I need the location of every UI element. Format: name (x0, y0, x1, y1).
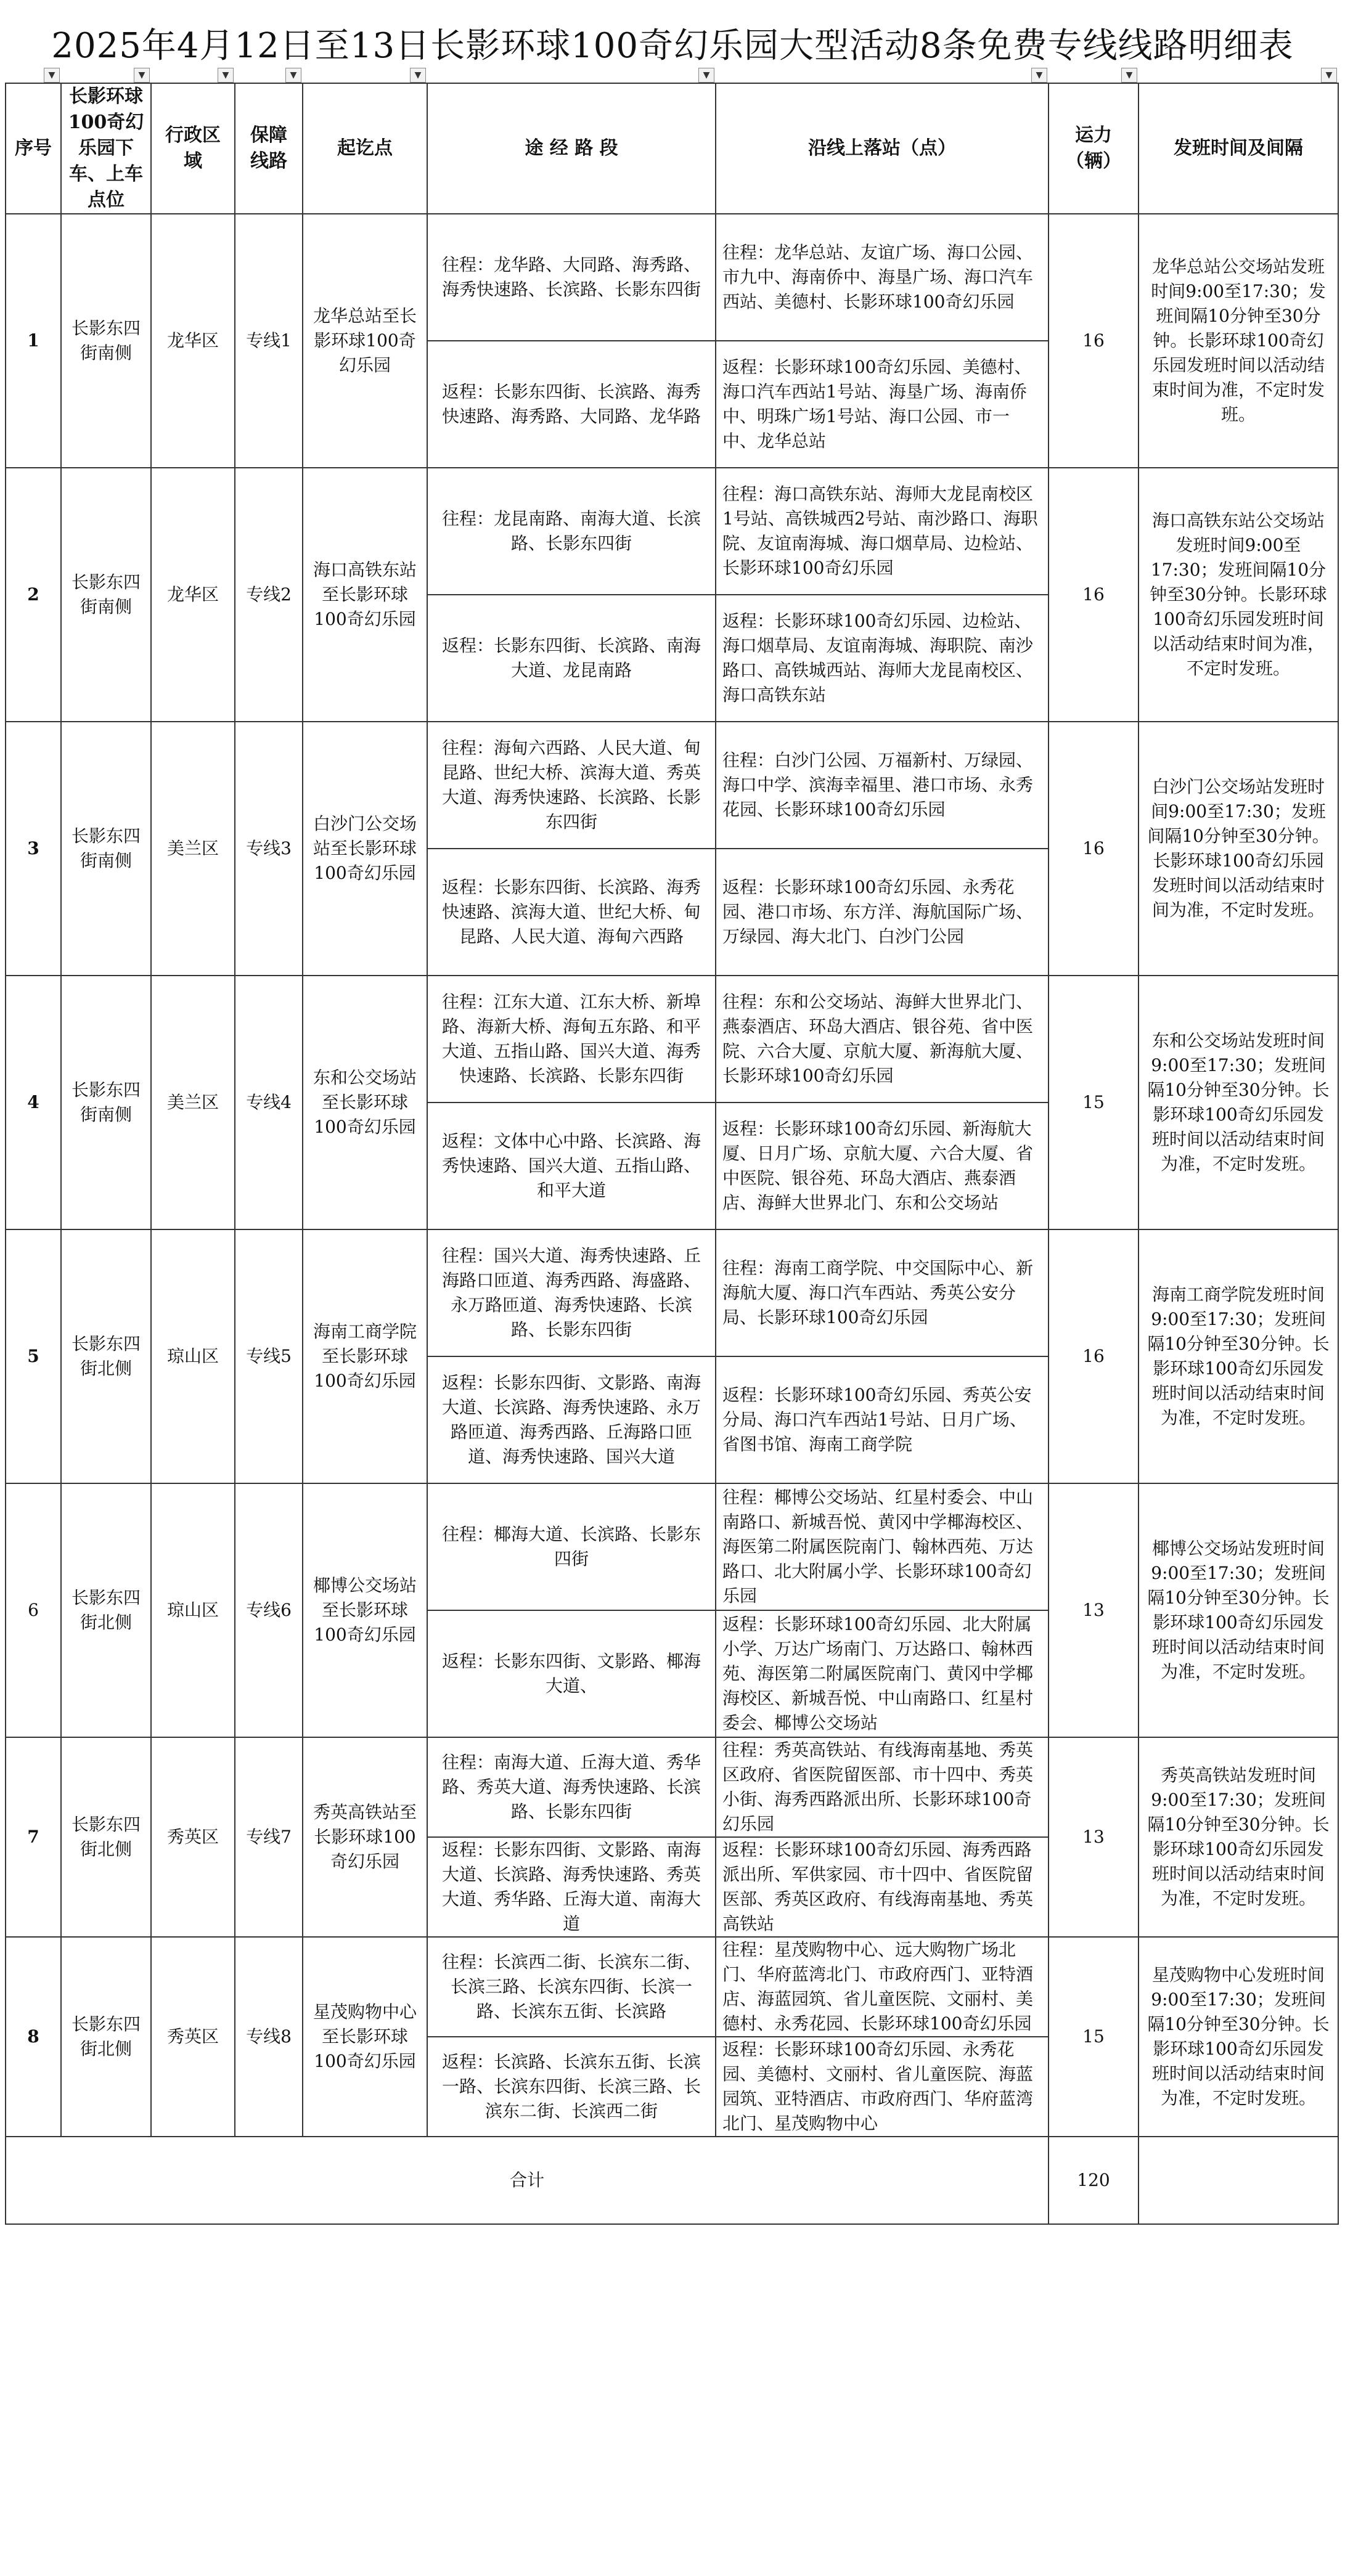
header-district: 行政区域 (151, 83, 235, 214)
table-row (6, 1737, 1338, 1837)
header-schedule: 发班时间及间隔 (1139, 83, 1338, 214)
cell-route-return: 返程：长滨路、长滨东五街、长滨一路、长滨东四街、长滨三路、长滨东二街、长滨西二街 (427, 2037, 716, 2137)
cell-route-return: 返程：文体中心中路、长滨路、海秀快速路、国兴大道、五指山路、和平大道 (427, 1103, 716, 1229)
cell-route-return: 返程：长影东四街、文影路、南海大道、长滨路、海秀快速路、永万路匝道、海秀西路、丘海路口匝道、海秀快速路、国兴大道 (427, 1356, 716, 1483)
cell-schedule: 秀英高铁站发班时间9:00至17:30；发班间隔10分钟至30分钟。长影环球100奇幻乐园发班时间以活动结束时间为准，不定时发班。 (1139, 1737, 1338, 1937)
table-row (6, 722, 1338, 849)
table-row (6, 468, 1338, 595)
cell-capacity: 16 (1049, 1229, 1139, 1483)
cell-capacity: 16 (1049, 214, 1139, 468)
cell-dropoff: 长影东四街南侧 (61, 468, 151, 722)
cell-seq: 6 (6, 1483, 61, 1737)
cell-seq: 1 (6, 214, 61, 468)
cell-route-return: 返程：长影东四街、长滨路、南海大道、龙昆南路 (427, 595, 716, 722)
total-row (6, 2137, 1338, 2224)
cell-capacity: 13 (1049, 1737, 1139, 1937)
cell-dropoff: 长影东四街北侧 (61, 1737, 151, 1937)
cell-seq: 7 (6, 1737, 61, 1937)
cell-district: 秀英区 (151, 1937, 235, 2137)
cell-endpoints: 海口高铁东站至长影环球100奇幻乐园 (303, 468, 427, 722)
cell-stops-return: 返程：长影环球100奇幻乐园、北大附属小学、万达广场南门、万达路口、翰林西苑、海医第二附属医院南门、黄冈中学椰海校区、新城吾悦、中山南路口、红星村委会、椰博公交场站 (716, 1610, 1049, 1737)
cell-stops-outbound: 往程：椰博公交场站、红星村委会、中山南路口、新城吾悦、黄冈中学椰海校区、海医第二附属医院南门、翰林西苑、万达路口、北大附属小学、长影环球100奇幻乐园 (716, 1483, 1049, 1610)
filter-dropdown-icon[interactable]: ▼ (285, 68, 301, 83)
cell-seq: 2 (6, 468, 61, 722)
cell-capacity: 16 (1049, 722, 1139, 976)
filter-dropdown-icon[interactable]: ▼ (134, 68, 150, 83)
filter-dropdown-icon[interactable]: ▼ (698, 68, 714, 83)
cell-line: 专线4 (235, 976, 303, 1229)
cell-schedule: 龙华总站公交场站发班时间9:00至17:30；发班间隔10分钟至30分钟。长影环球100奇幻乐园发班时间以活动结束时间为准，不定时发班。 (1139, 214, 1338, 468)
table-row (6, 1937, 1338, 2037)
cell-schedule: 海口高铁东站公交场站发班时间9:00至17:30；发班间隔10分钟至30分钟。长影环球100奇幻乐园发班时间以活动结束时间为准，不定时发班。 (1139, 468, 1338, 722)
cell-stops-return: 返程：长影环球100奇幻乐园、新海航大厦、日月广场、京航大厦、六合大厦、省中医院、银谷苑、环岛大酒店、燕泰酒店、海鲜大世界北门、东和公交场站 (716, 1103, 1049, 1229)
cell-route-outbound: 往程：南海大道、丘海大道、秀华路、秀英大道、海秀快速路、长滨路、长影东四街 (427, 1737, 716, 1837)
cell-district: 美兰区 (151, 976, 235, 1229)
cell-capacity: 16 (1049, 468, 1139, 722)
cell-stops-outbound: 往程：龙华总站、友谊广场、海口公园、市九中、海南侨中、海垦广场、海口汽车西站、美德村、长影环球100奇幻乐园 (716, 214, 1049, 341)
filter-row (6, 68, 1338, 83)
cell-route-return: 返程：长影东四街、长滨路、海秀快速路、滨海大道、世纪大桥、甸昆路、人民大道、海甸六西路 (427, 849, 716, 976)
cell-stops-return: 返程：长影环球100奇幻乐园、海秀西路派出所、军供家园、市十四中、省医院留医部、秀英区政府、有线海南基地、秀英高铁站 (716, 1837, 1049, 1937)
cell-capacity: 15 (1049, 976, 1139, 1229)
cell-dropoff: 长影东四街北侧 (61, 1229, 151, 1483)
route-table (5, 68, 1339, 2225)
total-capacity: 120 (1049, 2137, 1139, 2224)
cell-route-outbound: 往程：龙昆南路、南海大道、长滨路、长影东四街 (427, 468, 716, 595)
header-endpoints: 起讫点 (303, 83, 427, 214)
cell-route-outbound: 往程：国兴大道、海秀快速路、丘海路口匝道、海秀西路、海盛路、永万路匝道、海秀快速路、长滨路、长影东四街 (427, 1229, 716, 1356)
cell-dropoff: 长影东四街南侧 (61, 722, 151, 976)
header-row (6, 83, 1338, 214)
header-dropoff: 长影环球100奇幻乐园下车、上车点位 (61, 83, 151, 214)
cell-endpoints: 秀英高铁站至长影环球100奇幻乐园 (303, 1737, 427, 1937)
cell-stops-return: 返程：长影环球100奇幻乐园、永秀花园、港口市场、东方洋、海航国际广场、万绿园、海大北门、白沙门公园 (716, 849, 1049, 976)
cell-district: 龙华区 (151, 214, 235, 468)
cell-capacity: 13 (1049, 1483, 1139, 1737)
cell-district: 琼山区 (151, 1483, 235, 1737)
cell-seq: 5 (6, 1229, 61, 1483)
cell-stops-return: 返程：长影环球100奇幻乐园、秀英公安分局、海口汽车西站1号站、日月广场、省图书馆、海南工商学院 (716, 1356, 1049, 1483)
cell-route-outbound: 往程：龙华路、大同路、海秀路、海秀快速路、长滨路、长影东四街 (427, 214, 716, 341)
cell-dropoff: 长影东四街南侧 (61, 214, 151, 468)
total-label: 合计 (6, 2137, 1049, 2224)
filter-dropdown-icon[interactable]: ▼ (1321, 68, 1337, 83)
cell-stops-outbound: 往程：东和公交场站、海鲜大世界北门、燕泰酒店、环岛大酒店、银谷苑、省中医院、六合大厦、京航大厦、新海航大厦、长影环球100奇幻乐园 (716, 976, 1049, 1103)
filter-dropdown-icon[interactable]: ▼ (1121, 68, 1137, 83)
cell-stops-return: 返程：长影环球100奇幻乐园、永秀花园、美德村、文丽村、省儿童医院、海蓝园筑、亚特酒店、市政府西门、华府蓝湾北门、星茂购物中心 (716, 2037, 1049, 2137)
header-seq: 序号 (6, 83, 61, 214)
cell-stops-outbound: 往程：星茂购物中心、远大购物广场北门、华府蓝湾北门、市政府西门、亚特酒店、海蓝园筑、省儿童医院、文丽村、美德村、永秀花园、长影环球100奇幻乐园 (716, 1937, 1049, 2037)
cell-endpoints: 龙华总站至长影环球100奇幻乐园 (303, 214, 427, 468)
cell-route-return: 返程：长影东四街、文影路、椰海大道、 (427, 1610, 716, 1737)
table-row (6, 214, 1338, 341)
table-title: 2025年4月12日至13日长影环球100奇幻乐园大型活动8条免费专线线路明细表 (51, 26, 1294, 66)
cell-schedule: 星茂购物中心发班时间9:00至17:30；发班间隔10分钟至30分钟。长影环球100奇幻乐园发班时间以活动结束时间为准，不定时发班。 (1139, 1937, 1338, 2137)
cell-dropoff: 长影东四街北侧 (61, 1483, 151, 1737)
cell-dropoff: 长影东四街南侧 (61, 976, 151, 1229)
cell-district: 秀英区 (151, 1737, 235, 1937)
filter-dropdown-icon[interactable]: ▼ (1031, 68, 1047, 83)
filter-dropdown-icon[interactable]: ▼ (410, 68, 426, 83)
cell-district: 龙华区 (151, 468, 235, 722)
cell-district: 美兰区 (151, 722, 235, 976)
table-row (6, 976, 1338, 1103)
table-row (6, 1229, 1338, 1356)
total-empty (1139, 2137, 1338, 2224)
cell-dropoff: 长影东四街北侧 (61, 1937, 151, 2137)
cell-schedule: 白沙门公交场站发班时间9:00至17:30；发班间隔10分钟至30分钟。长影环球100奇幻乐园发班时间以活动结束时间为准，不定时发班。 (1139, 722, 1338, 976)
table-body (6, 214, 1338, 2137)
cell-line: 专线5 (235, 1229, 303, 1483)
cell-stops-outbound: 往程：秀英高铁站、有线海南基地、秀英区政府、省医院留医部、市十四中、秀英小街、海秀西路派出所、长影环球100奇幻乐园 (716, 1737, 1049, 1837)
header-capacity: 运力（辆） (1049, 83, 1139, 214)
table-row (6, 1483, 1338, 1610)
cell-stops-outbound: 往程：海南工商学院、中交国际中心、新海航大厦、海口汽车西站、秀英公安分局、长影环球100奇幻乐园 (716, 1229, 1049, 1356)
cell-endpoints: 海南工商学院至长影环球100奇幻乐园 (303, 1229, 427, 1483)
cell-seq: 3 (6, 722, 61, 976)
cell-stops-outbound: 往程：海口高铁东站、海师大龙昆南校区1号站、高铁城西2号站、南沙路口、海职院、友谊南海城、海口烟草局、边检站、长影环球100奇幻乐园 (716, 468, 1049, 595)
cell-schedule: 海南工商学院发班时间9:00至17:30；发班间隔10分钟至30分钟。长影环球100奇幻乐园发班时间以活动结束时间为准，不定时发班。 (1139, 1229, 1338, 1483)
cell-endpoints: 东和公交场站至长影环球100奇幻乐园 (303, 976, 427, 1229)
header-stops: 沿线上落站（点） (716, 83, 1049, 214)
cell-stops-outbound: 往程：白沙门公园、万福新村、万绿园、海口中学、滨海幸福里、港口市场、永秀花园、长影环球100奇幻乐园 (716, 722, 1049, 849)
cell-route-return: 返程：长影东四街、文影路、南海大道、长滨路、海秀快速路、秀英大道、秀华路、丘海大道、南海大道 (427, 1837, 716, 1937)
cell-stops-return: 返程：长影环球100奇幻乐园、美德村、海口汽车西站1号站、海垦广场、海南侨中、明珠广场1号站、海口公园、市一中、龙华总站 (716, 341, 1049, 468)
cell-seq: 4 (6, 976, 61, 1229)
cell-seq: 8 (6, 1937, 61, 2137)
cell-line: 专线2 (235, 468, 303, 722)
header-line: 保障线路 (235, 83, 303, 214)
cell-endpoints: 椰博公交场站至长影环球100奇幻乐园 (303, 1483, 427, 1737)
cell-schedule: 椰博公交场站发班时间9:00至17:30；发班间隔10分钟至30分钟。长影环球100奇幻乐园发班时间以活动结束时间为准，不定时发班。 (1139, 1483, 1338, 1737)
cell-endpoints: 星茂购物中心至长影环球100奇幻乐园 (303, 1937, 427, 2137)
cell-line: 专线1 (235, 214, 303, 468)
cell-line: 专线6 (235, 1483, 303, 1737)
filter-dropdown-icon[interactable]: ▼ (218, 68, 234, 83)
cell-stops-return: 返程：长影环球100奇幻乐园、边检站、海口烟草局、友谊南海城、海职院、南沙路口、高铁城西站、海师大龙昆南校区、海口高铁东站 (716, 595, 1049, 722)
cell-line: 专线8 (235, 1937, 303, 2137)
header-route: 途 经 路 段 (427, 83, 716, 214)
cell-district: 琼山区 (151, 1229, 235, 1483)
cell-endpoints: 白沙门公交场站至长影环球100奇幻乐园 (303, 722, 427, 976)
cell-capacity: 15 (1049, 1937, 1139, 2137)
cell-route-outbound: 往程：长滨西二街、长滨东二街、长滨三路、长滨东四街、长滨一路、长滨东五街、长滨路 (427, 1937, 716, 2037)
cell-schedule: 东和公交场站发班时间9:00至17:30；发班间隔10分钟至30分钟。长影环球100奇幻乐园发班时间以活动结束时间为准，不定时发班。 (1139, 976, 1338, 1229)
cell-line: 专线3 (235, 722, 303, 976)
cell-route-return: 返程：长影东四街、长滨路、海秀快速路、海秀路、大同路、龙华路 (427, 341, 716, 468)
filter-dropdown-icon[interactable]: ▼ (44, 68, 60, 83)
cell-line: 专线7 (235, 1737, 303, 1937)
cell-route-outbound: 往程：海甸六西路、人民大道、甸昆路、世纪大桥、滨海大道、秀英大道、海秀快速路、长滨路、长影东四街 (427, 722, 716, 849)
cell-route-outbound: 往程：江东大道、江东大桥、新埠路、海新大桥、海甸五东路、和平大道、五指山路、国兴大道、海秀快速路、长滨路、长影东四街 (427, 976, 716, 1103)
cell-route-outbound: 往程：椰海大道、长滨路、长影东四街 (427, 1483, 716, 1610)
